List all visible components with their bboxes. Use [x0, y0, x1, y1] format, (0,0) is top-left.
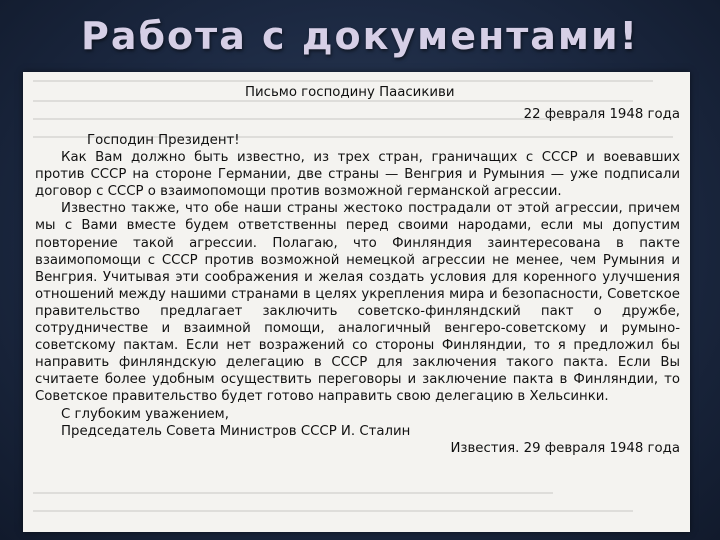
- document-date: 22 февраля 1948 года: [523, 107, 680, 122]
- salutation: Господин Президент!: [87, 133, 240, 148]
- document-header: [35, 82, 680, 132]
- slide-title: Работа с документами!: [81, 14, 639, 58]
- document-scan: [23, 72, 690, 532]
- document-heading: Письмо господину Паасикиви: [245, 85, 455, 100]
- signature: Председатель Совета Министров СССР И. Сталин: [61, 423, 411, 439]
- bleed-through-line: [33, 510, 633, 512]
- document-body: [35, 82, 680, 457]
- closing: С глубоким уважением,: [61, 406, 229, 422]
- paragraph: Как Вам должно быть известно, из трех стран, граничащих с СССР и воевавших против СССР на стороне Германии, две страны — Венгрия и Румыния — уже подписали договор с СССР о взаимопомощи против возможной германской агрессии.: [35, 150, 680, 200]
- source-citation: Известия. 29 февраля 1948 года: [450, 440, 680, 456]
- paragraph: Известно также, что обе наши страны жестоко пострадали от этой агрессии, причем мы с Вами вместе будем ответственны перед своими народами, если мы допустим повторение такой агрессии. Полагаю, что Финляндия заинтересована в пакте взаимопомощи с СССР против возможной немецкой агрессии не менее, чем Румыния и Венгрия. Учитывая эти соображения и желая создать условия для коренного улучшения отношений между нашими странами в целях укрепления мира и безопасности, Советское правительство предлагает заключить советско-финляндский пакт о дружбе, сотрудничестве и взаимной помощи, аналогичный венгеро-советскому и румыно-советскому пактам. Если нет возражений со стороны Финляндии, то я предложил бы направить финляндскую делегацию в СССР для заключения такого пакта. Если Вы считаете более удобным осуществить переговоры и заключение пакта в Финляндии, то Советское правительство будет готово направить свою делегацию в Хельсинки.: [35, 201, 680, 405]
- bleed-through-line: [33, 492, 553, 494]
